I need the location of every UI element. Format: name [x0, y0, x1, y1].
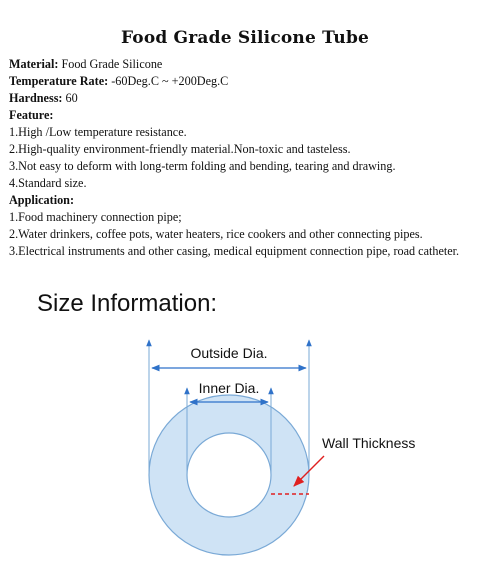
- feature-item: 2.High-quality environment-friendly material.Non-toxic and tasteless.: [9, 142, 351, 156]
- feature-item: 1.High /Low temperature resistance.: [9, 125, 187, 139]
- spec-list: [9, 56, 484, 260]
- inner-dia-label: Inner Dia.: [198, 380, 260, 396]
- hardness-row: [9, 90, 484, 107]
- temperature-value: -60Deg.C ~ +200Deg.C: [108, 74, 229, 88]
- wall-thickness-label: Wall Thickness: [322, 435, 416, 451]
- size-heading: Size Information:: [37, 290, 218, 317]
- outside-dia-label: Outside Dia.: [190, 345, 268, 361]
- hardness-label: Hardness:: [9, 91, 63, 105]
- application-item: 1.Food machinery connection pipe;: [9, 210, 182, 224]
- temperature-row: [9, 73, 484, 90]
- feature-item: 4.Standard size.: [9, 176, 87, 190]
- material-row: [9, 56, 484, 73]
- application-heading: Application:: [9, 193, 75, 207]
- application-item: 3.Electrical instruments and other casing, medical equipment connection pipe, road catheter.: [9, 244, 460, 258]
- hardness-value: 60: [62, 91, 78, 105]
- material-value: Food Grade Silicone: [58, 57, 163, 71]
- inner-bore: [187, 433, 271, 517]
- feature-heading: Feature:: [9, 108, 54, 122]
- tube-cross-section-diagram: [0, 330, 490, 575]
- page-title: Food Grade Silicone Tube: [120, 28, 370, 48]
- material-label: Material:: [9, 57, 59, 71]
- feature-item: 3.Not easy to deform with long-term folding and bending, tearing and drawing.: [9, 159, 396, 173]
- temperature-label: Temperature Rate:: [9, 74, 109, 88]
- application-item: 2.Water drinkers, coffee pots, water heaters, rice cookers and other connecting pipes.: [9, 227, 423, 241]
